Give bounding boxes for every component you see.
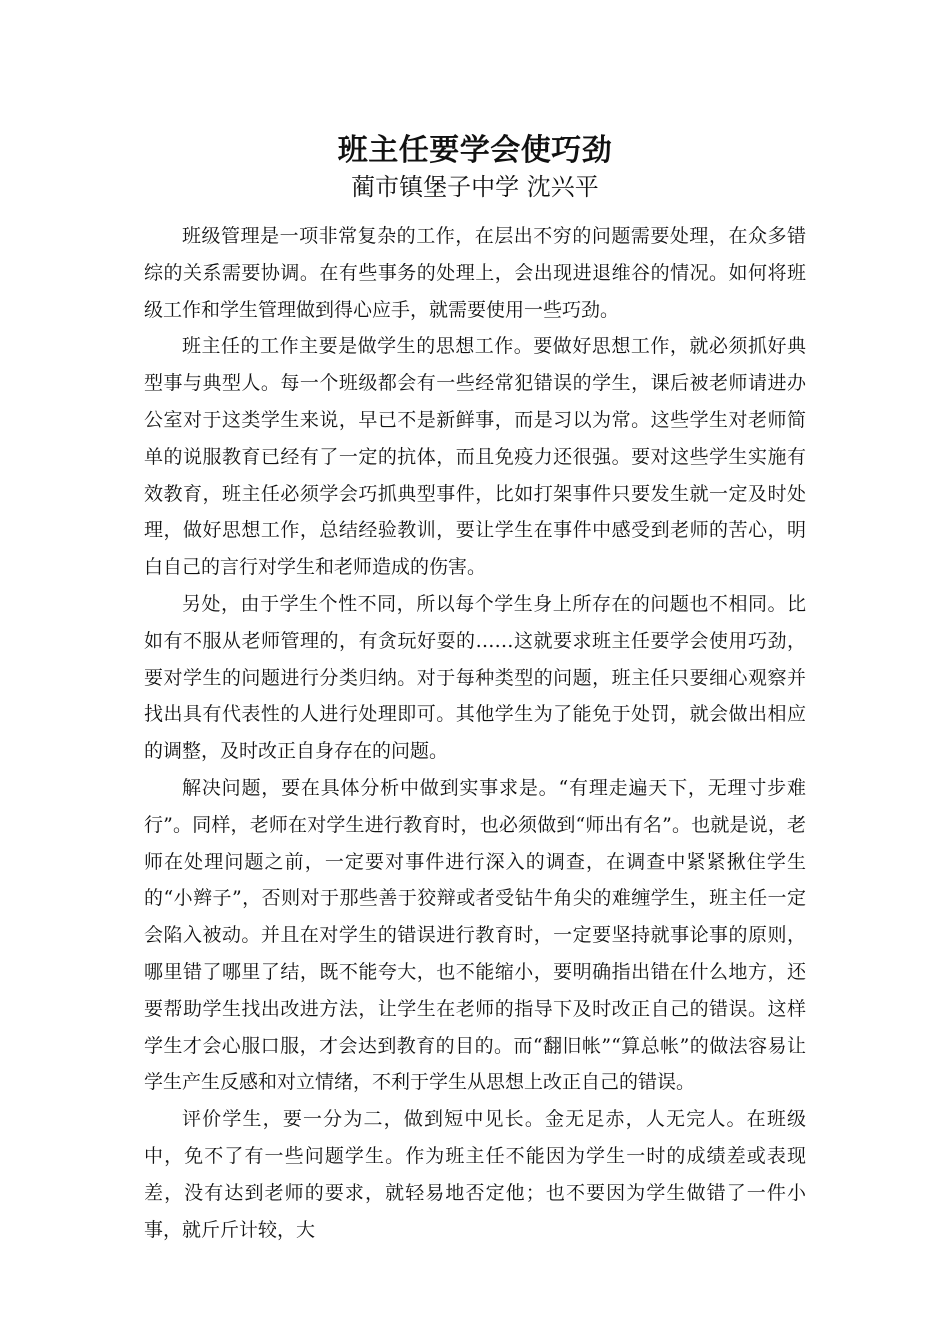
paragraph: 班主任的工作主要是做学生的思想工作。要做好思想工作，就必须抓好典型事与典型人。每一个班级都会有一些经常犯错误的学生，课后被老师请进办公室对于这类学生来说，早已不是新鲜事，而是习以为常。这些学生对老师简单的说服教育已经有了一定的抗体，而且免疫力还很强。要对这些学生实施有效教育，班主任必须学会巧抓典型事件，比如打架事件只要发生就一定及时处理，做好思想工作，总结经验教训，要让学生在事件中感受到老师的苦心，明白自己的言行对学生和老师造成的伤害。 [144, 335, 806, 579]
paragraph: 解决问题，要在具体分析中做到实事求是。“有理走遍天下，无理寸步难行”。同样，老师在对学生进行教育时，也必须做到“师出有名”。也就是说，老师在处理问题之前，一定要对事件进行深入的调查，在调查中紧紧揪住学生的“小辫子”，否则对于那些善于狡辩或者受钻牛角尖的难缠学生，班主任一定会陷入被动。并且在对学生的错误进行教育时，一定要坚持就事论事的原则，哪里错了哪里了结，既不能夸大，也不能缩小，要明确指出错在什么地方，还要帮助学生找出改进方法，让学生在老师的指导下及时改正自己的错误。这样学生才会心服口服，才会达到教育的目的。而“翻旧帐”“算总帐”的做法容易让学生产生反感和对立情绪，不利于学生从思想上改正自己的错误。 [144, 776, 806, 1094]
paragraph: 班级管理是一项非常复杂的工作，在层出不穷的问题需要处理，在众多错综的关系需要协调。在有些事务的处理上，会出现进退维谷的情况。如何将班级工作和学生管理做到得心应手，就需要使用一些巧劲。 [144, 225, 806, 321]
document-author: 蔺市镇堡子中学 沈兴平 [351, 173, 599, 201]
document-body [144, 218, 806, 1248]
paragraph: 评价学生，要一分为二，做到短中见长。金无足赤，人无完人。在班级中，免不了有一些问题学生。作为班主任不能因为学生一时的成绩差或表现差，没有达到老师的要求，就轻易地否定他；也不要因为学生做错了一件小事，就斤斤计较，大 [144, 1108, 806, 1241]
paragraph: 另处，由于学生个性不同，所以每个学生身上所存在的问题也不相同。比如有不服从老师管理的，有贪玩好耍的……这就要求班主任要学会使用巧劲，要对学生的问题进行分类归纳。对于每种类型的问题，班主任只要细心观察并找出具有代表性的人进行处理即可。其他学生为了能免于处罚，就会做出相应的调整，及时改正自身存在的问题。 [144, 592, 806, 763]
document-title: 班主任要学会使巧劲 [337, 133, 613, 168]
